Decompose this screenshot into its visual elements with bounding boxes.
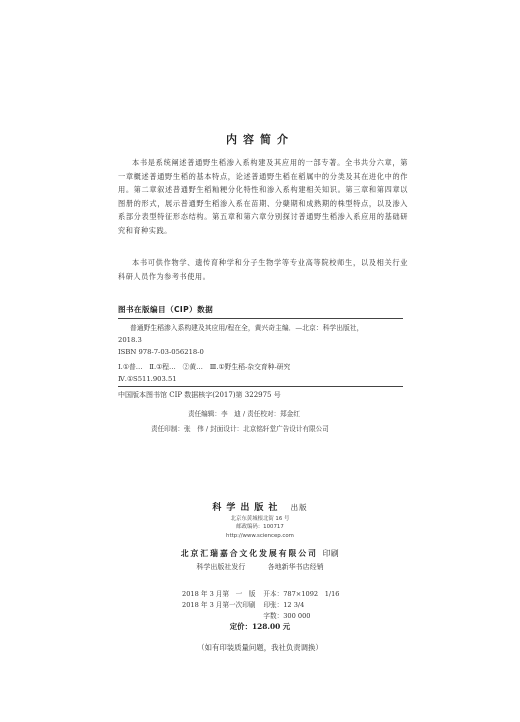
publisher-suffix: 出版 — [290, 503, 308, 512]
cip-note: 中国版本图书馆 CIP 数据核字(2017)第 322975 号 — [118, 391, 281, 399]
cip-title-line: 普通野生稻渗入系构建及其应用/程在全，黄兴奇主编．—北京：科学出版社， — [130, 324, 364, 332]
cip-year-line: 2018.3 — [118, 336, 142, 344]
quality-notice: （如有印装质量问题，我社负责调换） — [197, 643, 323, 652]
editor-credits: 责任编辑：李 迪 / 责任校对：郑金红 — [188, 410, 300, 418]
intro-paragraph-2: 本书可供作物学、遗传育种学和分子生物学等专业高等院校师生，以及相关行业科研人员作为参考书使用。 — [118, 258, 408, 281]
sheets-text: 印张：12 3/4 — [263, 601, 305, 609]
cip-bottom-rule — [118, 386, 403, 387]
intro-title: 内容简介 — [226, 133, 294, 146]
price-text: 定价：128.00 元 — [229, 622, 291, 631]
printing-text: 2018 年 3 月第一次印刷 — [182, 601, 256, 609]
printer-line — [0, 548, 520, 559]
word-count-text: 字数：300 000 — [263, 612, 311, 620]
publisher-postcode: 邮政编码：100717 — [236, 524, 284, 530]
intro-paragraph-1: 本书是系统阐述普通野生稻渗入系构建及其应用的一部专著。全书共分六章，第一章概述普通野生稻的基本特点，论述普通野生稻在稻属中的分类及其在进化中的作用。第二章叙述普通野生稻籼粳分化特性和渗入系构建相关知识。第三章和第四章以图册的形式，展示普通野生稻渗入系在苗期、分蘖期和成熟期的株型特点，以及渗入系部分表型特征形态结构。第五章和第六章分别探讨普通野生稻渗入系应用的基础研究和育种实践。 — [118, 158, 408, 235]
edition-specs — [178, 589, 344, 622]
publisher-address: 北京东黄城根北街 16 号 — [230, 516, 290, 522]
distribution-seller: 各地新华书店经销 — [267, 563, 324, 571]
edition-text: 2018 年 3 月第 一 版 — [182, 590, 256, 598]
cip-heading: 图书在版编目（CIP）数据 — [118, 305, 214, 314]
spec-row — [178, 589, 344, 600]
cip-classification-line: Ⅳ.①S511.903.51 — [118, 375, 177, 383]
spec-row — [178, 600, 344, 611]
cip-subject-line: Ⅰ.①普… Ⅱ.①程… ②黄… Ⅲ.①野生稻-杂交育种-研究 — [118, 363, 291, 371]
publisher-website: http://www.sciencep.com — [226, 533, 294, 539]
publisher-name: 科学出版社 — [212, 503, 283, 513]
printer-name: 北京汇瑞嘉合文化发展有限公司 — [180, 549, 318, 558]
cip-top-rule — [118, 318, 403, 319]
distribution-line — [0, 562, 520, 572]
cip-isbn-line: ISBN 978-7-03-056218-0 — [118, 348, 204, 356]
production-credits: 责任印制：张 伟 / 封面设计：北京铭轩堂广告设计有限公司 — [151, 425, 329, 433]
printer-suffix: 印刷 — [322, 549, 340, 558]
distribution-publisher: 科学出版社发行 — [196, 563, 246, 571]
format-text: 开本：787×1092 1/16 — [263, 590, 340, 598]
publisher-line — [0, 500, 520, 513]
